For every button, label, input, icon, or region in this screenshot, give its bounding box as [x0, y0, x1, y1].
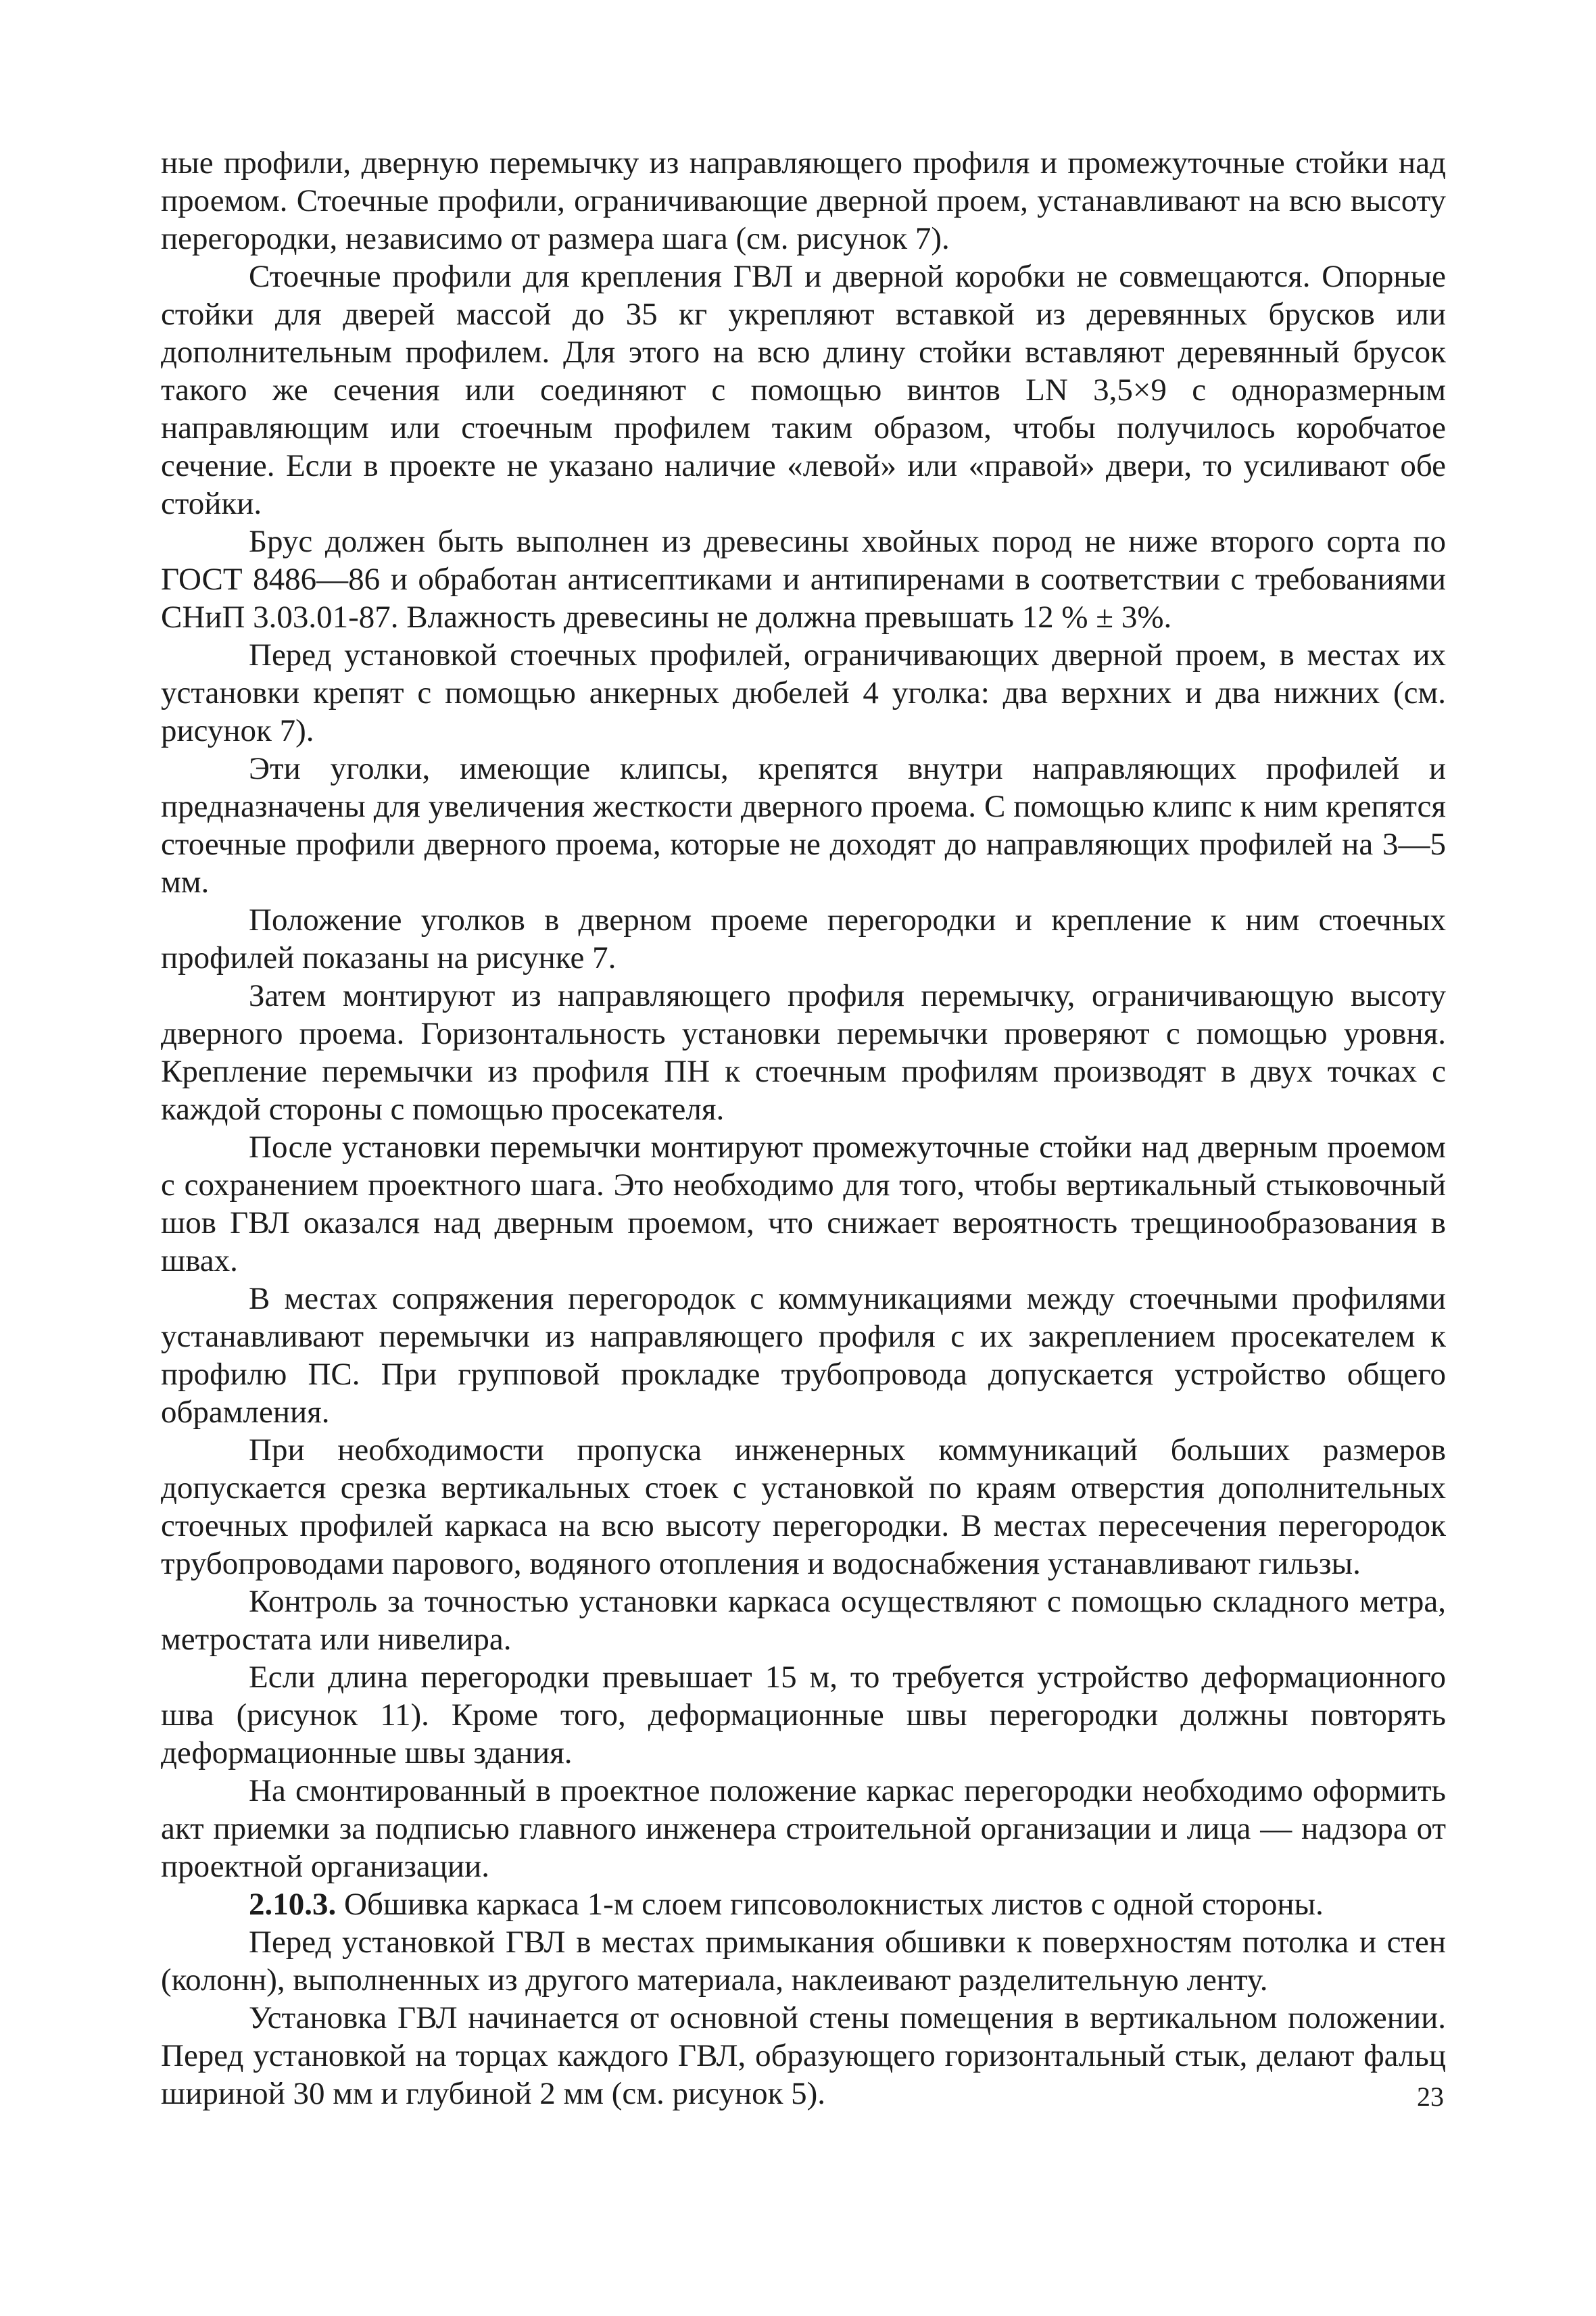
section-heading-paragraph — [161, 1885, 1446, 1923]
page-number: 23 — [1417, 2081, 1444, 2112]
paragraph: Контроль за точностью установки каркаса осуществляют с помощью складного метра, метростата или нивелира. — [161, 1584, 1446, 1657]
paragraph: Установка ГВЛ начинается от основной стены помещения в вертикальном положении. Перед установкой на торцах каждого ГВЛ, образующего горизонтальный стык, делают фальц шириной 30 мм и глубиной 2 мм (см. рисунок 5). — [161, 2000, 1446, 2111]
section-title: Обшивка каркаса 1-м слоем гипсоволокнистых листов с одной стороны. — [336, 1887, 1324, 1922]
document-page — [161, 144, 1446, 2113]
paragraph: Затем монтируют из направляющего профиля перемычку, ограничивающую высоту дверного проема. Горизонтальность установки перемычки проверяют с помощью уровня. Крепление перемычки из профиля ПН к стоечным профилям производят в двух точках с каждой стороны с помощью просекателя. — [161, 978, 1446, 1127]
paragraph: При необходимости пропуска инженерных коммуникаций больших размеров допускается срезка вертикальных стоек с установкой по краям отверстия дополнительных стоечных профилей каркаса на всю высоту перегородки. В местах пересечения перегородок трубопроводами парового, водяного отопления и водоснабжения устанавливают гильзы. — [161, 1432, 1446, 1581]
paragraph: Брус должен быть выполнен из древесины хвойных пород не ниже второго сорта по ГОСТ 8486—86 и обработан антисептиками и антипиренами в соответствии с требованиями СНиП 3.03.01-87. Влажность древесины не должна превышать 12 % ± 3%. — [161, 524, 1446, 635]
paragraph: Положение уголков в дверном проеме перегородки и крепление к ним стоечных профилей показаны на рисунке 7. — [161, 902, 1446, 975]
paragraph: Эти уголки, имеющие клипсы, крепятся внутри направляющих профилей и предназначены для увеличения жесткости дверного проема. С помощью клипс к ним крепятся стоечные профили дверного проема, которые не доходят до направляющих профилей на 3—5 мм. — [161, 751, 1446, 900]
section-number: 2.10.3. — [249, 1887, 337, 1922]
paragraph: Перед установкой стоечных профилей, ограничивающих дверной проем, в местах их установки крепят с помощью анкерных дюбелей 4 уголка: два верхних и два нижних (см. рисунок 7). — [161, 637, 1446, 748]
paragraph: Перед установкой ГВЛ в местах примыкания обшивки к поверхностям потолка и стен (колонн), выполненных из другого материала, наклеивают разделительную ленту. — [161, 1925, 1446, 1998]
paragraph: Если длина перегородки превышает 15 м, то требуется устройство деформационного шва (рисунок 11). Кроме того, деформационные швы перегородки должны повторять деформационные швы здания. — [161, 1660, 1446, 1770]
paragraph: В местах сопряжения перегородок с коммуникациями между стоечными профилями устанавливают перемычки из направляющего профиля с их закреплением просекателем к профилю ПС. При групповой прокладке трубопровода допускается устройство общего обрамления. — [161, 1281, 1446, 1430]
paragraph: После установки перемычки монтируют промежуточные стойки над дверным проемом с сохранением проектного шага. Это необходимо для того, чтобы вертикальный стыковочный шов ГВЛ оказался над дверным проемом, что снижает вероятность трещинообразования в швах. — [161, 1130, 1446, 1278]
paragraph: На смонтированный в проектное положение каркас перегородки необходимо оформить акт приемки за подписью главного инженера строительной организации и лица — надзора от проектной организации. — [161, 1773, 1446, 1884]
paragraph: ные профили, дверную перемычку из направляющего профиля и промежуточные стойки над проемом. Стоечные профили, ограничивающие дверной проем, устанавливают на всю высоту перегородки, независимо от размера шага (см. рисунок 7). — [161, 145, 1446, 256]
paragraph: Стоечные профили для крепления ГВЛ и дверной коробки не совмещаются. Опорные стойки для дверей массой до 35 кг укрепляют вставкой из деревянных брусков или дополнительным профилем. Для этого на всю длину стойки вставляют деревянный брусок такого же сечения или соединяют с помощью винтов LN 3,5×9 с одноразмерным направляющим или стоечным профилем таким образом, чтобы получилось коробчатое сечение. Если в проекте не указано наличие «левой» или «правой» двери, то усиливают обе стойки. — [161, 259, 1446, 521]
